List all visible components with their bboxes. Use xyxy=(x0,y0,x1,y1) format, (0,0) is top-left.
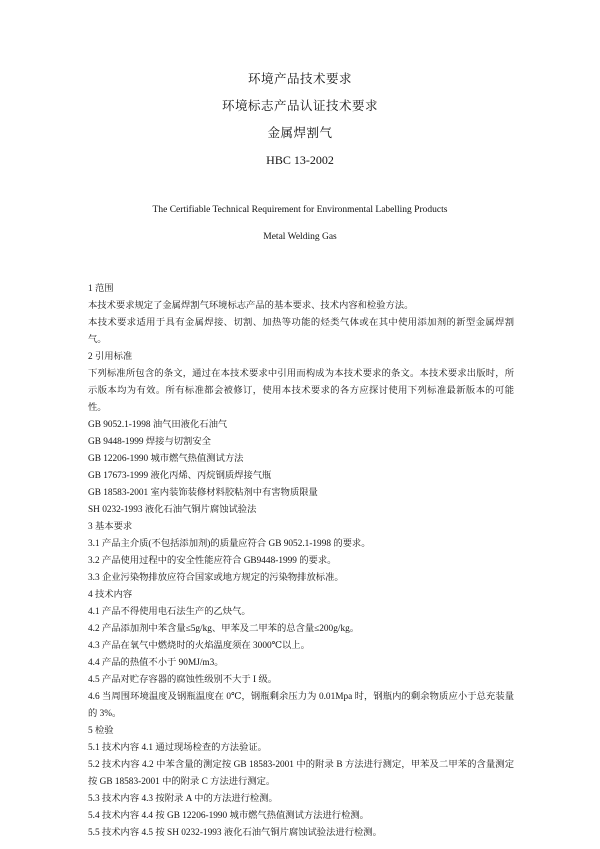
english-title-block xyxy=(0,197,600,251)
clause-4-5: 4.5 产品对贮存容器的腐蚀性级别不大于 I 级。 xyxy=(88,675,278,685)
standard-code: HBC 13-2002 xyxy=(266,153,334,167)
clause-3-3: 3.3 企业污染物排放应符合国家或地方规定的污染物排放标准。 xyxy=(88,573,344,583)
clause-4-6: 4.6 当周围环境温度及钢瓶温度在 0℃，钢瓶剩余压力为 0.01Mpa 时，钢瓶内的剩余物质应小于总充装量的 3%。 xyxy=(88,692,514,719)
reference-standard-item-4: GB 17673-1999 液化丙烯、丙烷钢质焊接气瓶 xyxy=(88,471,272,481)
clause-4-3: 4.3 产品在氧气中燃烧时的火焰温度须在 3000℃以上。 xyxy=(88,641,310,651)
reference-standard-item-1: GB 9052.1-1998 油气田液化石油气 xyxy=(88,420,228,430)
reference-standard-item-3: GB 12206-1990 城市燃气热值测试方法 xyxy=(88,454,244,464)
clause-5-1: 5.1 技术内容 4.1 通过现场检查的方法验证。 xyxy=(88,743,267,753)
doc-title-line-1: 环境产品技术要求 xyxy=(247,72,352,86)
clause-5-3: 5.3 技术内容 4.3 按附录 A 中的方法进行检测。 xyxy=(88,794,278,804)
reference-standard-item-6: SH 0232-1993 液化石油气铜片腐蚀试验法 xyxy=(88,505,257,515)
reference-standard-item-2: GB 9448-1999 焊接与切割安全 xyxy=(88,437,211,447)
english-title-line-2: Metal Welding Gas xyxy=(263,232,337,242)
scope-paragraph-1: 本技术要求规定了金属焊割气环境标志产品的基本要求、技术内容和检验方法。 xyxy=(88,301,414,311)
document-header xyxy=(0,0,600,251)
english-title-line-1: The Certifiable Technical Requirement for Environmental Labelling Products xyxy=(152,205,448,215)
clause-4-4: 4.4 产品的热值不小于 90MJ/m3。 xyxy=(88,658,224,668)
clause-3-2: 3.2 产品使用过程中的安全性能应符合 GB9448-1999 的要求。 xyxy=(88,556,337,566)
doc-title-line-3: 金属焊割气 xyxy=(267,126,333,140)
clause-3-1: 3.1 产品主介质(不包括添加剂)的质量应符合 GB 9052.1-1998 的要求。 xyxy=(88,539,371,549)
document-body xyxy=(88,281,514,842)
reference-standard-item-5: GB 18583-2001 室内装饰装修材料胶粘剂中有害物质限量 xyxy=(88,488,318,498)
section-1-scope-heading: 1 范围 xyxy=(88,284,114,294)
clause-4-1: 4.1 产品不得使用电石法生产的乙炔气。 xyxy=(88,607,251,617)
clause-4-2: 4.2 产品添加剂中苯含量≤5g/kg、甲苯及二甲苯的总含量≤200g/kg。 xyxy=(88,624,360,634)
references-intro-paragraph: 下列标准所包含的条文，通过在本技术要求中引用而构成为本技术要求的条文。本技术要求出版时，所示版本均为有效。所有标准都会被修订，使用本技术要求的各方应探讨使用下列标准最新版本的可能性。 xyxy=(88,369,514,413)
section-2-references-heading: 2 引用标准 xyxy=(88,352,133,362)
clause-5-5: 5.5 技术内容 4.5 按 SH 0232-1993 液化石油气铜片腐蚀试验法进行检测。 xyxy=(88,828,382,838)
section-5-inspection-heading: 5 检验 xyxy=(88,726,114,736)
section-4-technical-content-heading: 4 技术内容 xyxy=(88,590,133,600)
clause-5-4: 5.4 技术内容 4.4 按 GB 12206-1990 城市燃气热值测试方法进行检测。 xyxy=(88,811,369,821)
doc-title-line-2: 环境标志产品认证技术要求 xyxy=(221,99,378,113)
section-3-basic-requirements-heading: 3 基本要求 xyxy=(88,522,133,532)
clause-5-2: 5.2 技术内容 4.2 中苯含量的测定按 GB 18583-2001 中的附录 B 方法进行测定，甲苯及二甲苯的含量测定按 GB 18583-2001 中的附录 C 方法进行测定。 xyxy=(88,760,514,787)
scope-paragraph-2: 本技术要求适用于具有金属焊接、切割、加热等功能的烃类气体或在其中使用添加剂的新型金属焊割气。 xyxy=(88,318,514,345)
